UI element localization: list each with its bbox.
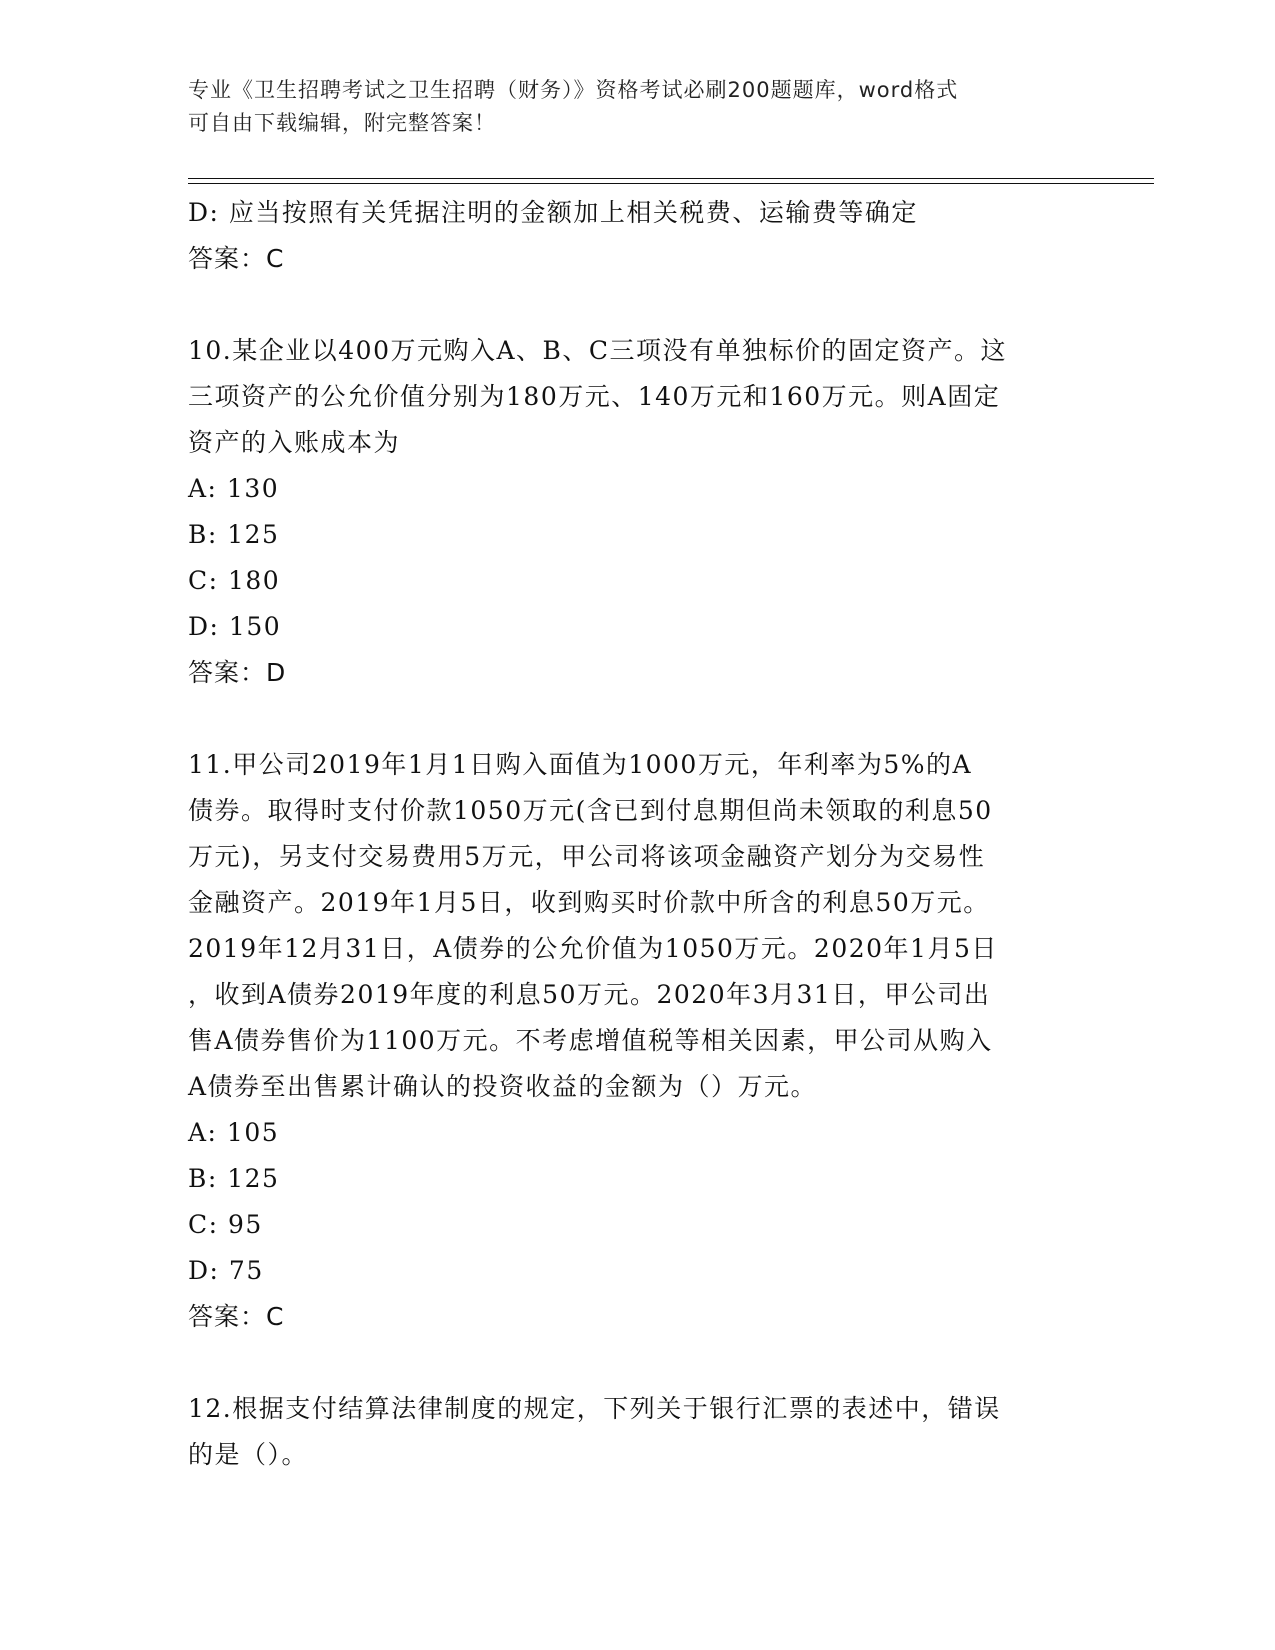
question-stem-line: 11.甲公司2019年1月1日购入面值为1000万元，年利率为5%的A bbox=[188, 750, 973, 779]
option-d: D: 应当按照有关凭据注明的金额加上相关税费、运输费等确定 bbox=[188, 198, 918, 227]
answer: 答案：C bbox=[188, 1302, 285, 1331]
question-stem-line: A债券至出售累计确认的投资收益的金额为（）万元。 bbox=[188, 1072, 818, 1101]
question-stem-line: 债券。取得时支付价款1050万元(含已到付息期但尚未领取的利息50 bbox=[188, 796, 993, 825]
question-stem-line: 金融资产。2019年1月5日，收到购买时价款中所含的利息50万元。 bbox=[188, 888, 990, 917]
option-b: B: 125 bbox=[188, 520, 280, 549]
answer: 答案：D bbox=[188, 658, 287, 687]
option-c: C: 95 bbox=[188, 1210, 263, 1239]
question-stem-line: 的是（）。 bbox=[188, 1440, 309, 1469]
question-stem-line: 2019年12月31日，A债券的公允价值为1050万元。2020年1月5日 bbox=[188, 934, 998, 963]
question-stem-line: 资产的入账成本为 bbox=[188, 428, 401, 457]
spacer bbox=[188, 1340, 1088, 1386]
option-c: C: 180 bbox=[188, 566, 281, 595]
document-body bbox=[188, 190, 1088, 1478]
spacer bbox=[188, 696, 1088, 742]
question-9 bbox=[188, 190, 1088, 282]
header-divider-top bbox=[188, 178, 1154, 179]
question-stem-line: 12.根据支付结算法律制度的规定，下列关于银行汇票的表述中，错误 bbox=[188, 1394, 1001, 1423]
header-title-line-2: 可自由下载编辑，附完整答案！ bbox=[188, 111, 496, 135]
option-a: A: 130 bbox=[188, 474, 280, 503]
spacer bbox=[188, 282, 1088, 328]
question-stem-line: 三项资产的公允价值分别为180万元、140万元和160万元。则A固定 bbox=[188, 382, 1001, 411]
question-10 bbox=[188, 328, 1088, 696]
document-header bbox=[188, 74, 1088, 140]
answer: 答案：C bbox=[188, 244, 285, 273]
option-b: B: 125 bbox=[188, 1164, 280, 1193]
option-d: D: 75 bbox=[188, 1256, 264, 1285]
question-12 bbox=[188, 1386, 1088, 1478]
question-stem-line: 10.某企业以400万元购入A、B、C三项没有单独标价的固定资产。这 bbox=[188, 336, 1008, 365]
header-title-line-1: 专业《卫生招聘考试之卫生招聘（财务）》资格考试必刷200题题库，word格式 bbox=[188, 78, 959, 102]
option-d: D: 150 bbox=[188, 612, 282, 641]
option-a: A: 105 bbox=[188, 1118, 280, 1147]
question-stem-line: ，收到A债券2019年度的利息50万元。2020年3月31日，甲公司出 bbox=[188, 980, 991, 1009]
question-11 bbox=[188, 742, 1088, 1340]
question-stem-line: 售A债券售价为1100万元。不考虑增值税等相关因素，甲公司从购入 bbox=[188, 1026, 993, 1055]
header-divider-bottom bbox=[188, 183, 1154, 184]
question-stem-line: 万元)，另支付交易费用5万元，甲公司将该项金融资产划分为交易性 bbox=[188, 842, 986, 871]
